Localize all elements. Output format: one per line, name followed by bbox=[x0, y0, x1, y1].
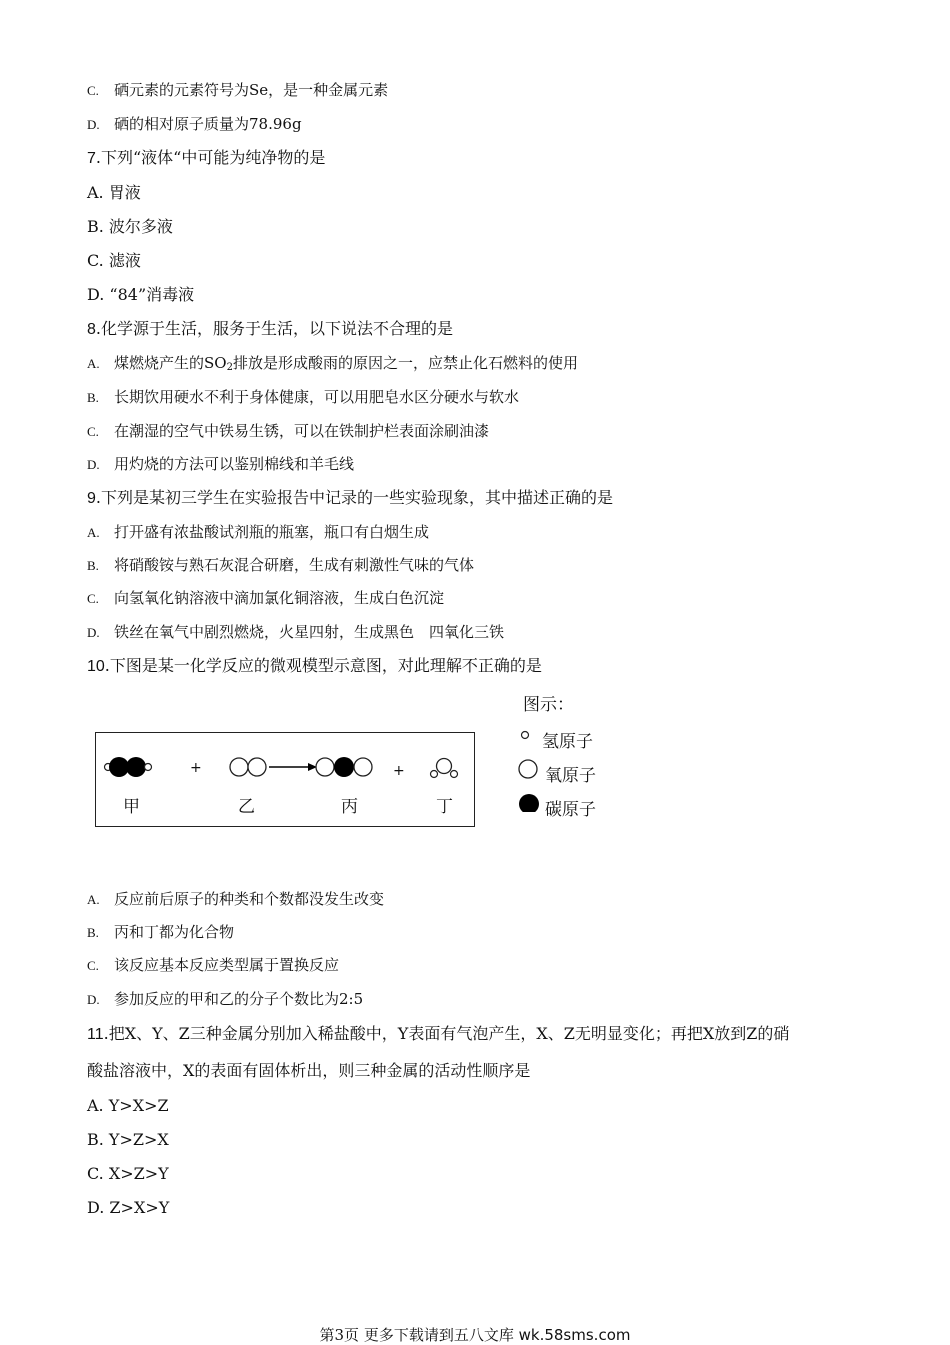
q10-option-b: B. 丙和丁都为化合物 bbox=[87, 923, 235, 941]
q10-option-d: D. 参加反应的甲和乙的分子个数比为2:5 bbox=[87, 990, 364, 1008]
hydrogen-atom-icon bbox=[431, 771, 438, 778]
q9-option-d: D. 铁丝在氧气中剧烈燃烧，火星四射，生成黑色 四氧化三铁 bbox=[87, 623, 505, 641]
q10-option-a: A. 反应前后原子的种类和个数都没发生改变 bbox=[87, 890, 385, 908]
legend-title: 图示： bbox=[523, 695, 574, 715]
q8-option-d: D. 用灼烧的方法可以鉴别棉线和羊毛线 bbox=[87, 455, 355, 473]
molecule-bing bbox=[316, 757, 372, 777]
page-number: 第3页 bbox=[319, 1326, 360, 1344]
q7-option-d: D. “84”消毒液 bbox=[87, 285, 195, 304]
q7-option-b: B. 波尔多液 bbox=[87, 217, 173, 236]
q6-option-d: D. 硒的相对原子质量为78.96g bbox=[87, 115, 302, 133]
legend-carbon: 碳原子 bbox=[545, 800, 596, 820]
q11-stem-line2: 酸盐溶液中，X的表面有固体析出，则三种金属的活动性顺序是 bbox=[87, 1061, 531, 1080]
q8-option-a: A. 煤燃烧产生的$SO_2$排放是形成酸雨的原因之一，应禁止化石燃料的使用 bbox=[87, 354, 578, 373]
page-footer bbox=[0, 1324, 950, 1345]
molecule-ding bbox=[431, 759, 458, 778]
oxygen-atom-icon bbox=[248, 758, 266, 776]
footer-promo: 更多下载请到五八文库 bbox=[363, 1326, 514, 1344]
q11-option-a: A. Y>X>Z bbox=[87, 1096, 169, 1115]
q11-option-c: C. X>Z>Y bbox=[87, 1164, 169, 1183]
q7-option-c: C. 滤液 bbox=[87, 251, 141, 270]
oxygen-atom-icon bbox=[354, 758, 372, 776]
q9-stem: 9.下列是某初三学生在实验报告中记录的一些实验现象，其中描述正确的是 bbox=[87, 488, 613, 507]
legend-hydrogen: 氢原子 bbox=[542, 732, 593, 752]
footer-site-link[interactable]: wk.58sms.com bbox=[518, 1326, 631, 1344]
q7-stem: 7.下列“液体“中可能为纯净物的是 bbox=[87, 148, 326, 167]
carbon-atom-icon bbox=[334, 757, 354, 777]
label-jia: 甲 bbox=[123, 797, 140, 817]
label-bing: 丙 bbox=[341, 797, 358, 817]
legend-symbols bbox=[515, 722, 545, 812]
hydrogen-atom-icon bbox=[145, 764, 152, 771]
q8-option-c: C. 在潮湿的空气中铁易生锈，可以在铁制护栏表面涂刷油漆 bbox=[87, 422, 490, 440]
q9-option-c: C. 向氢氧化钠溶液中滴加氯化铜溶液，生成白色沉淀 bbox=[87, 589, 445, 607]
oxygen-atom-icon bbox=[519, 760, 537, 778]
q6-option-c: C. 硒元素的元素符号为Se，是一种金属元素 bbox=[87, 81, 389, 99]
hydrogen-atom-icon bbox=[451, 771, 458, 778]
plus-sign: + bbox=[393, 763, 405, 779]
plus-sign: + bbox=[190, 760, 202, 776]
q8-option-b: B. 长期饮用硬水不利于身体健康，可以用肥皂水区分硬水与软水 bbox=[87, 388, 520, 406]
oxygen-atom-icon bbox=[316, 758, 334, 776]
q11-option-b: B. Y>Z>X bbox=[87, 1130, 169, 1149]
molecule-yi bbox=[230, 758, 266, 776]
q10-stem: 10.下图是某一化学反应的微观模型示意图，对此理解不正确的是 bbox=[87, 656, 542, 675]
q11-option-d: D. Z>X>Y bbox=[87, 1198, 170, 1217]
oxygen-atom-icon bbox=[230, 758, 248, 776]
hydrogen-atom-icon bbox=[522, 732, 529, 739]
carbon-atom-icon bbox=[126, 757, 146, 777]
q8-stem: 8.化学源于生活，服务于生活，以下说法不合理的是 bbox=[87, 319, 453, 338]
q10-option-c: C. 该反应基本反应类型属于置换反应 bbox=[87, 956, 340, 974]
reaction-arrow-icon bbox=[269, 763, 317, 771]
q7-option-a: A. 胃液 bbox=[87, 183, 141, 202]
q9-option-a: A. 打开盛有浓盐酸试剂瓶的瓶塞，瓶口有白烟生成 bbox=[87, 523, 430, 541]
label-yi: 乙 bbox=[238, 797, 255, 817]
molecule-jia bbox=[105, 757, 152, 777]
reaction-molecules bbox=[96, 733, 476, 828]
carbon-atom-icon bbox=[519, 794, 539, 812]
legend-oxygen: 氧原子 bbox=[545, 766, 596, 786]
label-ding: 丁 bbox=[436, 797, 453, 817]
q11-stem-line1: 11.把X、Y、Z三种金属分别加入稀盐酸中，Y表面有气泡产生，X、Z无明显变化；再把X放到Z的硝 bbox=[87, 1024, 790, 1043]
oxygen-atom-icon bbox=[437, 759, 452, 774]
q9-option-b: B. 将硝酸铵与熟石灰混合研磨，生成有刺激性气味的气体 bbox=[87, 556, 475, 574]
reaction-diagram bbox=[95, 732, 475, 827]
